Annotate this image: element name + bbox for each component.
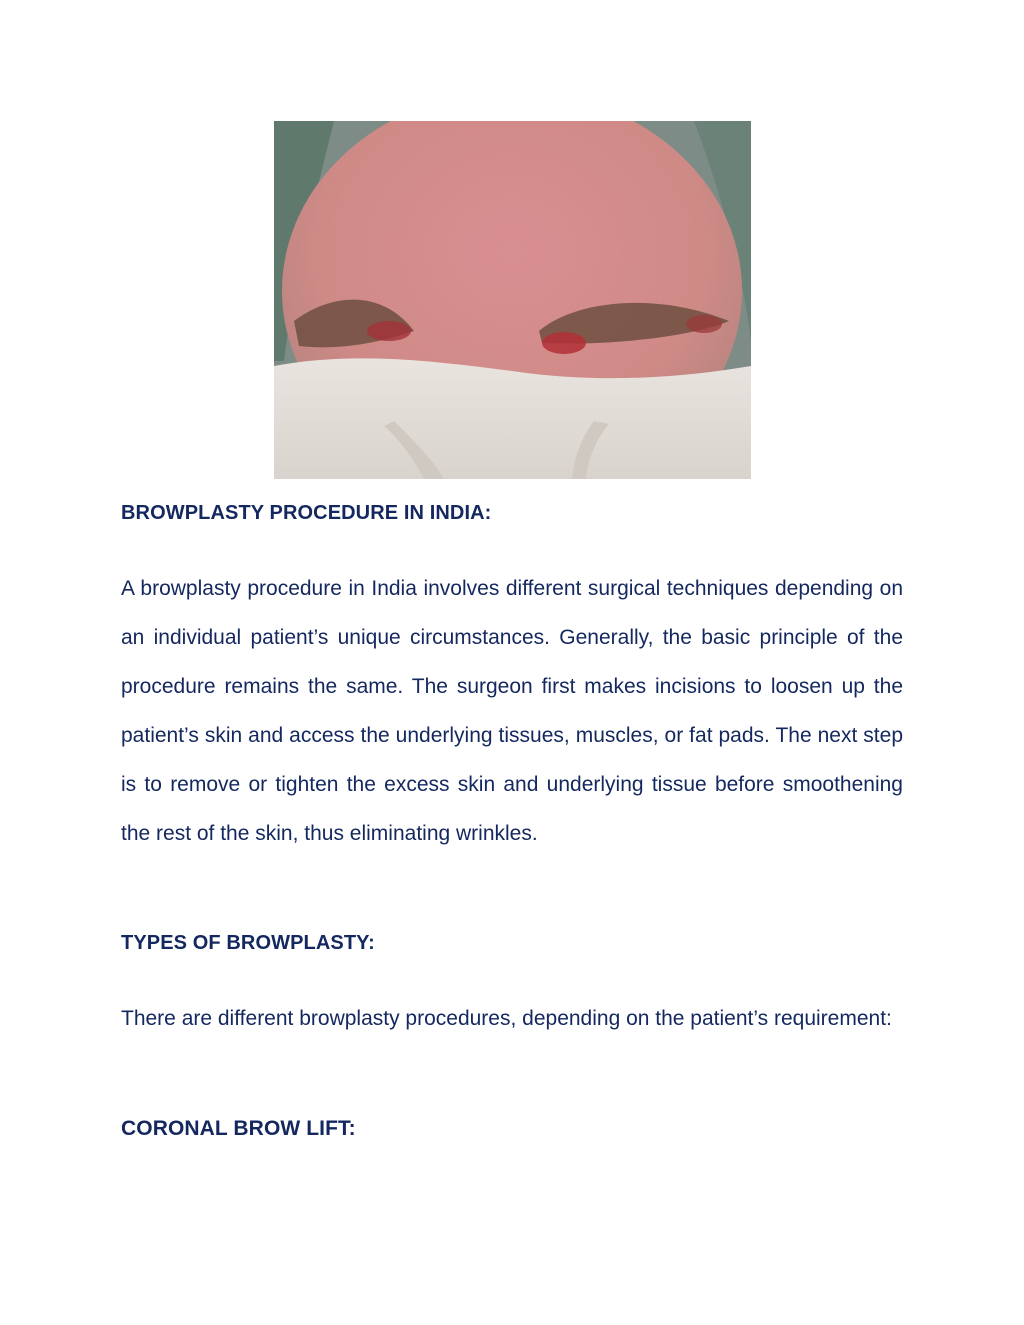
browplasty-photo [274,121,751,479]
heading-coronal-brow-lift: CORONAL BROW LIFT: [121,1117,356,1140]
heading-types-of-browplasty: TYPES OF BROWPLASTY: [121,932,375,954]
paragraph-types: There are different browplasty procedures, depending on the patient’s requirement: [121,1007,892,1030]
heading-browplasty-procedure: BROWPLASTY PROCEDURE IN INDIA: [121,502,492,524]
forehead-illustration [274,121,751,479]
paragraph-procedure: A browplasty procedure in India involves different surgical techniques depending on an individual patient’s unique circumstances. Generally, the basic principle of the procedure remains the same. The surgeon first makes incisions to loosen up the patient’s skin and access the underlying tissues, muscles, or fat pads. The next step is to remove or tighten the excess skin and underlying tissue before smoothening the rest of the skin, thus eliminating wrinkles. [121,577,903,845]
